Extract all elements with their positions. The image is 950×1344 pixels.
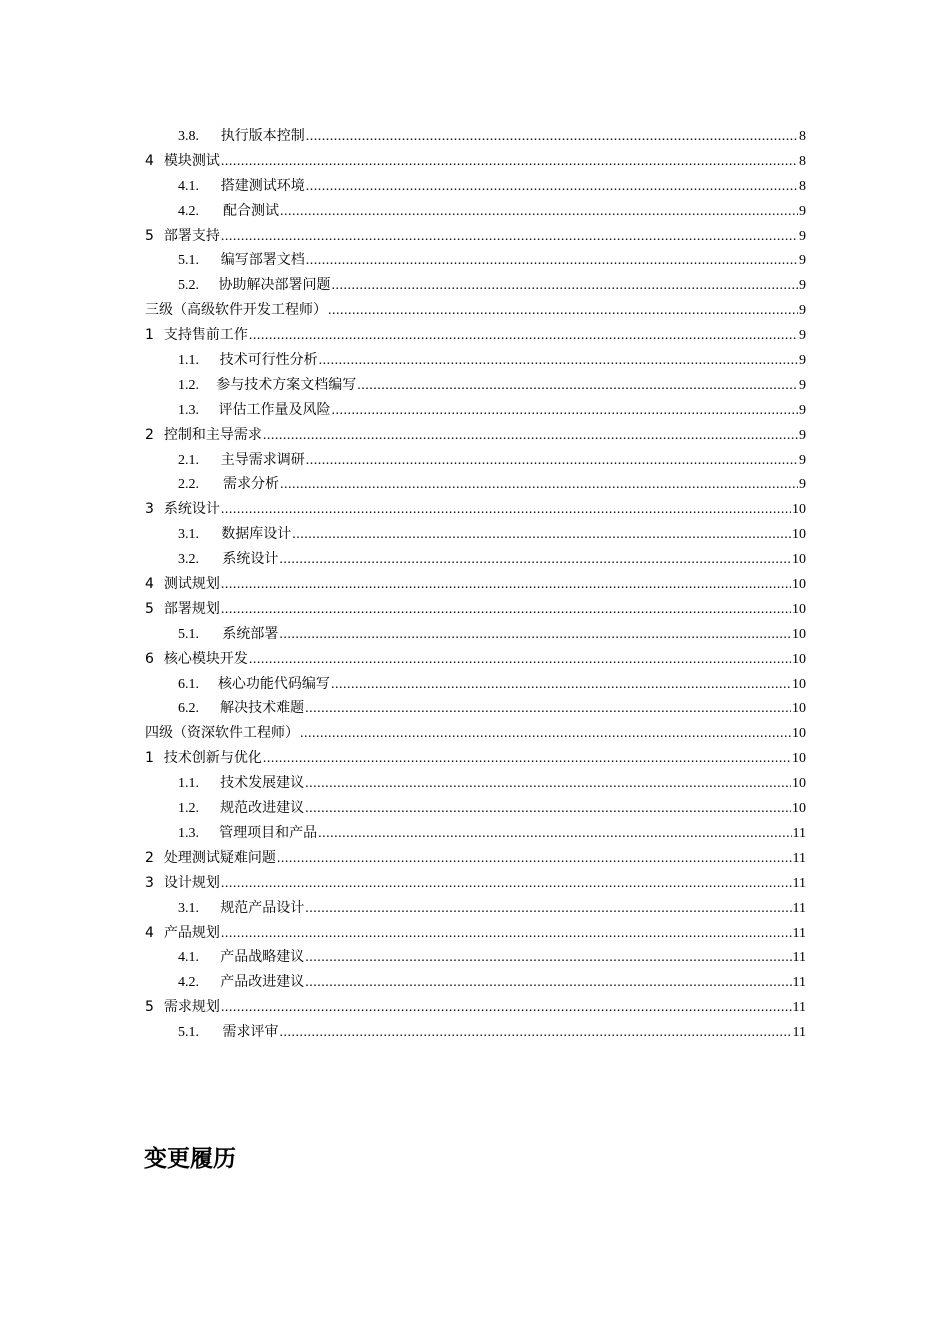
toc-dot-leader xyxy=(332,274,799,299)
toc-entry-page-number: 10 xyxy=(792,801,806,817)
toc-dot-leader xyxy=(357,374,798,399)
toc-entry-page-number: 9 xyxy=(799,278,806,294)
toc-entry-number: 4.1. xyxy=(178,178,199,194)
toc-entry-page-number: 10 xyxy=(792,577,806,593)
toc-entry-page-number: 10 xyxy=(792,502,806,518)
toc-entry-page-number: 9 xyxy=(799,303,806,319)
toc-entry-page-number: 10 xyxy=(792,776,806,792)
toc-entry-page-number: 11 xyxy=(792,850,806,866)
toc-entry-number: 4 xyxy=(145,924,154,941)
toc-entry-number: 3.8. xyxy=(178,129,199,144)
toc-entry-title: 规范产品设计 xyxy=(220,899,305,916)
toc-dot-leader xyxy=(279,548,791,573)
toc-entry-title: 支持售前工作 xyxy=(163,327,248,344)
toc-entry-page-number: 9 xyxy=(799,328,806,344)
toc-entry-page-number: 8 xyxy=(799,153,806,169)
toc-entry-number: 6.1. xyxy=(178,676,199,692)
toc-entry-page-number: 10 xyxy=(792,527,806,543)
toc-entry-title: 产品规划 xyxy=(163,924,220,941)
toc-entry-page-number: 10 xyxy=(792,676,806,692)
toc-entry[interactable] xyxy=(145,1020,806,1045)
toc-dot-leader xyxy=(221,872,792,897)
toc-entry-number: 2.1. xyxy=(178,452,199,468)
toc-entry[interactable] xyxy=(145,224,806,249)
toc-entry-number: 5.1. xyxy=(178,626,199,642)
toc-entry-page-number: 10 xyxy=(792,726,806,742)
toc-entry-title: 配合测试 xyxy=(222,202,279,219)
toc-entry[interactable] xyxy=(145,721,806,746)
toc-entry[interactable] xyxy=(145,821,806,846)
toc-entry[interactable] xyxy=(145,423,806,448)
toc-entry-title: 系统部署 xyxy=(222,625,279,642)
toc-entry[interactable] xyxy=(145,622,806,647)
toc-dot-leader xyxy=(300,722,791,747)
toc-entry-number: 5.1. xyxy=(178,1025,199,1041)
toc-entry-page-number: 9 xyxy=(799,427,806,443)
toc-entry[interactable] xyxy=(145,696,806,721)
toc-dot-leader xyxy=(221,498,791,523)
change-history-heading: 变更履历 xyxy=(144,1146,236,1172)
toc-entry[interactable] xyxy=(145,472,806,497)
toc-entry[interactable] xyxy=(145,746,806,771)
toc-entry-title: 协助解决部署问题 xyxy=(218,277,331,294)
toc-entry[interactable] xyxy=(145,522,806,547)
toc-entry-number: 1.3. xyxy=(178,402,199,418)
toc-entry[interactable] xyxy=(145,373,806,398)
toc-entry-number: 4.1. xyxy=(178,950,199,966)
toc-entry-title: 测试规划 xyxy=(163,576,220,593)
toc-entry[interactable] xyxy=(145,398,806,423)
toc-entry-number: 5 xyxy=(145,600,154,617)
toc-entry-number: 1.1. xyxy=(178,776,199,792)
toc-entry[interactable] xyxy=(145,323,806,348)
toc-entry-title: 参与技术方案文档编写 xyxy=(216,376,357,393)
toc-entry-page-number: 9 xyxy=(799,228,806,244)
toc-dot-leader xyxy=(279,1021,791,1046)
toc-dot-leader xyxy=(280,200,798,225)
toc-entry-title: 技术可行性分析 xyxy=(219,352,318,369)
toc-entry-page-number: 11 xyxy=(792,875,806,891)
toc-entry-title: 执行版本控制 xyxy=(220,128,305,144)
toc-dot-leader xyxy=(305,797,791,822)
toc-entry-number: 3.1. xyxy=(178,527,199,543)
toc-entry-number: 5.1. xyxy=(178,253,199,269)
toc-entry-title: 系统设计 xyxy=(163,501,220,518)
toc-entry-title: 设计规划 xyxy=(163,874,220,891)
toc-entry-number: 1 xyxy=(145,327,154,344)
toc-entry-number: 1.1. xyxy=(178,353,199,369)
toc-dot-leader xyxy=(279,623,791,648)
toc-entry[interactable] xyxy=(145,199,806,224)
toc-dot-leader xyxy=(305,897,791,922)
toc-entry-title: 产品战略建议 xyxy=(220,949,305,966)
toc-entry-title: 处理测试疑难问题 xyxy=(163,849,276,866)
toc-entry[interactable] xyxy=(145,846,806,871)
toc-entry-title: 四级（资深软件工程师） xyxy=(145,725,299,742)
toc-dot-leader xyxy=(263,747,791,772)
toc-entry[interactable] xyxy=(145,970,806,995)
toc-dot-leader xyxy=(318,822,791,847)
toc-entry-number: 4 xyxy=(145,152,154,169)
toc-entry[interactable] xyxy=(145,448,806,473)
toc-entry[interactable] xyxy=(145,273,806,298)
toc-entry-page-number: 10 xyxy=(792,626,806,642)
toc-entry[interactable] xyxy=(145,871,806,896)
toc-entry-title: 搭建测试环境 xyxy=(220,177,305,194)
toc-entry-number: 5 xyxy=(145,999,154,1016)
toc-entry-number: 6.2. xyxy=(178,701,199,717)
toc-entry-page-number: 11 xyxy=(792,925,806,941)
toc-entry-title: 规范改进建议 xyxy=(220,800,305,817)
toc-entry[interactable] xyxy=(145,647,806,672)
toc-dot-leader xyxy=(263,424,798,449)
toc-entry-page-number: 8 xyxy=(799,129,806,144)
toc-entry[interactable] xyxy=(145,547,806,572)
toc-entry-title: 主导需求调研 xyxy=(220,451,305,468)
toc-entry-title: 数据库设计 xyxy=(221,526,292,543)
toc-entry-number: 4 xyxy=(145,576,154,593)
toc-dot-leader xyxy=(221,922,792,947)
toc-entry-title: 需求评审 xyxy=(222,1024,279,1041)
toc-entry-page-number: 11 xyxy=(792,950,806,966)
toc-entry-title: 技术发展建议 xyxy=(220,775,305,792)
toc-dot-leader xyxy=(249,324,798,349)
toc-entry[interactable] xyxy=(145,796,806,821)
toc-entry-title: 部署规划 xyxy=(163,600,220,617)
toc-entry-number: 5 xyxy=(145,227,154,244)
toc-entry-page-number: 11 xyxy=(792,900,806,916)
toc-dot-leader xyxy=(280,473,798,498)
toc-dot-leader xyxy=(221,573,791,598)
toc-entry-number: 1.2. xyxy=(178,801,199,817)
toc-entry-title: 管理项目和产品 xyxy=(219,824,318,841)
toc-entry-number: 5.2. xyxy=(178,278,199,294)
toc-entry[interactable] xyxy=(145,597,806,622)
toc-entry-title: 核心功能代码编写 xyxy=(217,675,330,692)
toc-entry[interactable] xyxy=(145,149,806,174)
toc-entry[interactable] xyxy=(145,298,806,323)
toc-entry-page-number: 10 xyxy=(792,552,806,568)
toc-dot-leader xyxy=(306,175,798,200)
toc-entry[interactable] xyxy=(145,248,806,273)
toc-entry-page-number: 9 xyxy=(799,253,806,269)
toc-entry[interactable] xyxy=(145,348,806,373)
toc-entry[interactable] xyxy=(145,174,806,199)
toc-entry-title: 控制和主导需求 xyxy=(163,426,262,443)
toc-dot-leader xyxy=(305,946,791,971)
toc-entry[interactable] xyxy=(145,124,806,149)
toc-dot-leader xyxy=(305,971,791,996)
table-of-contents xyxy=(145,124,806,1045)
toc-entry-page-number: 11 xyxy=(792,1000,806,1016)
toc-entry[interactable] xyxy=(145,771,806,796)
toc-entry[interactable] xyxy=(145,945,806,970)
toc-entry-title: 编写部署文档 xyxy=(220,252,305,269)
toc-dot-leader xyxy=(328,299,798,324)
toc-entry-title: 产品改进建议 xyxy=(220,974,305,991)
toc-entry-page-number: 8 xyxy=(799,178,806,194)
toc-dot-leader xyxy=(332,399,799,424)
toc-entry-page-number: 11 xyxy=(792,975,806,991)
toc-entry-title: 系统设计 xyxy=(222,551,279,568)
toc-entry-number: 3 xyxy=(145,501,154,518)
toc-dot-leader xyxy=(306,449,798,474)
toc-dot-leader xyxy=(331,673,791,698)
toc-entry-page-number: 11 xyxy=(792,825,806,841)
toc-entry-page-number: 9 xyxy=(799,353,806,369)
toc-entry-page-number: 9 xyxy=(799,452,806,468)
toc-entry-number: 2 xyxy=(145,849,154,866)
toc-entry[interactable] xyxy=(145,995,806,1020)
toc-entry-number: 3.2. xyxy=(178,552,199,568)
toc-dot-leader xyxy=(221,996,792,1021)
toc-dot-leader xyxy=(221,150,798,175)
toc-entry-page-number: 9 xyxy=(799,377,806,393)
toc-dot-leader xyxy=(319,349,798,374)
toc-entry-number: 2.2. xyxy=(178,477,199,493)
toc-entry-number: 6 xyxy=(145,650,154,667)
toc-entry-page-number: 10 xyxy=(792,751,806,767)
toc-entry-title: 解决技术难题 xyxy=(220,700,305,717)
toc-dot-leader xyxy=(305,772,791,797)
toc-dot-leader xyxy=(306,125,798,150)
toc-entry-number: 1 xyxy=(145,750,154,767)
toc-entry-page-number: 9 xyxy=(799,477,806,493)
toc-entry-title: 核心模块开发 xyxy=(163,650,248,667)
toc-entry-page-number: 10 xyxy=(792,601,806,617)
toc-entry-number: 1.2. xyxy=(178,377,199,393)
toc-entry-page-number: 10 xyxy=(792,701,806,717)
toc-entry-title: 需求分析 xyxy=(222,476,279,493)
toc-entry-number: 1.3. xyxy=(178,825,199,841)
toc-entry-page-number: 11 xyxy=(792,1025,806,1041)
toc-entry[interactable] xyxy=(145,896,806,921)
toc-entry-number: 2 xyxy=(145,426,154,443)
toc-entry-number: 4.2. xyxy=(178,975,199,991)
toc-entry-page-number: 9 xyxy=(799,203,806,219)
toc-dot-leader xyxy=(292,523,791,548)
toc-entry[interactable] xyxy=(145,672,806,697)
toc-dot-leader xyxy=(277,847,792,872)
toc-dot-leader xyxy=(305,697,791,722)
toc-entry-title: 模块测试 xyxy=(163,152,220,169)
toc-dot-leader xyxy=(221,225,798,250)
toc-entry-title: 评估工作量及风险 xyxy=(218,401,331,418)
toc-entry-number: 4.2. xyxy=(178,203,199,219)
toc-entry[interactable] xyxy=(145,497,806,522)
toc-entry-page-number: 9 xyxy=(799,402,806,418)
toc-dot-leader xyxy=(306,249,798,274)
toc-entry[interactable] xyxy=(145,921,806,946)
toc-entry-number: 3.1. xyxy=(178,900,199,916)
toc-entry[interactable] xyxy=(145,572,806,597)
toc-dot-leader xyxy=(221,598,791,623)
toc-entry-title: 三级（高级软件开发工程师） xyxy=(145,302,327,319)
toc-dot-leader xyxy=(249,648,791,673)
toc-entry-title: 技术创新与优化 xyxy=(163,750,262,767)
toc-entry-title: 需求规划 xyxy=(163,999,220,1016)
toc-entry-title: 部署支持 xyxy=(163,227,220,244)
toc-entry-page-number: 10 xyxy=(792,651,806,667)
toc-entry-number: 3 xyxy=(145,874,154,891)
